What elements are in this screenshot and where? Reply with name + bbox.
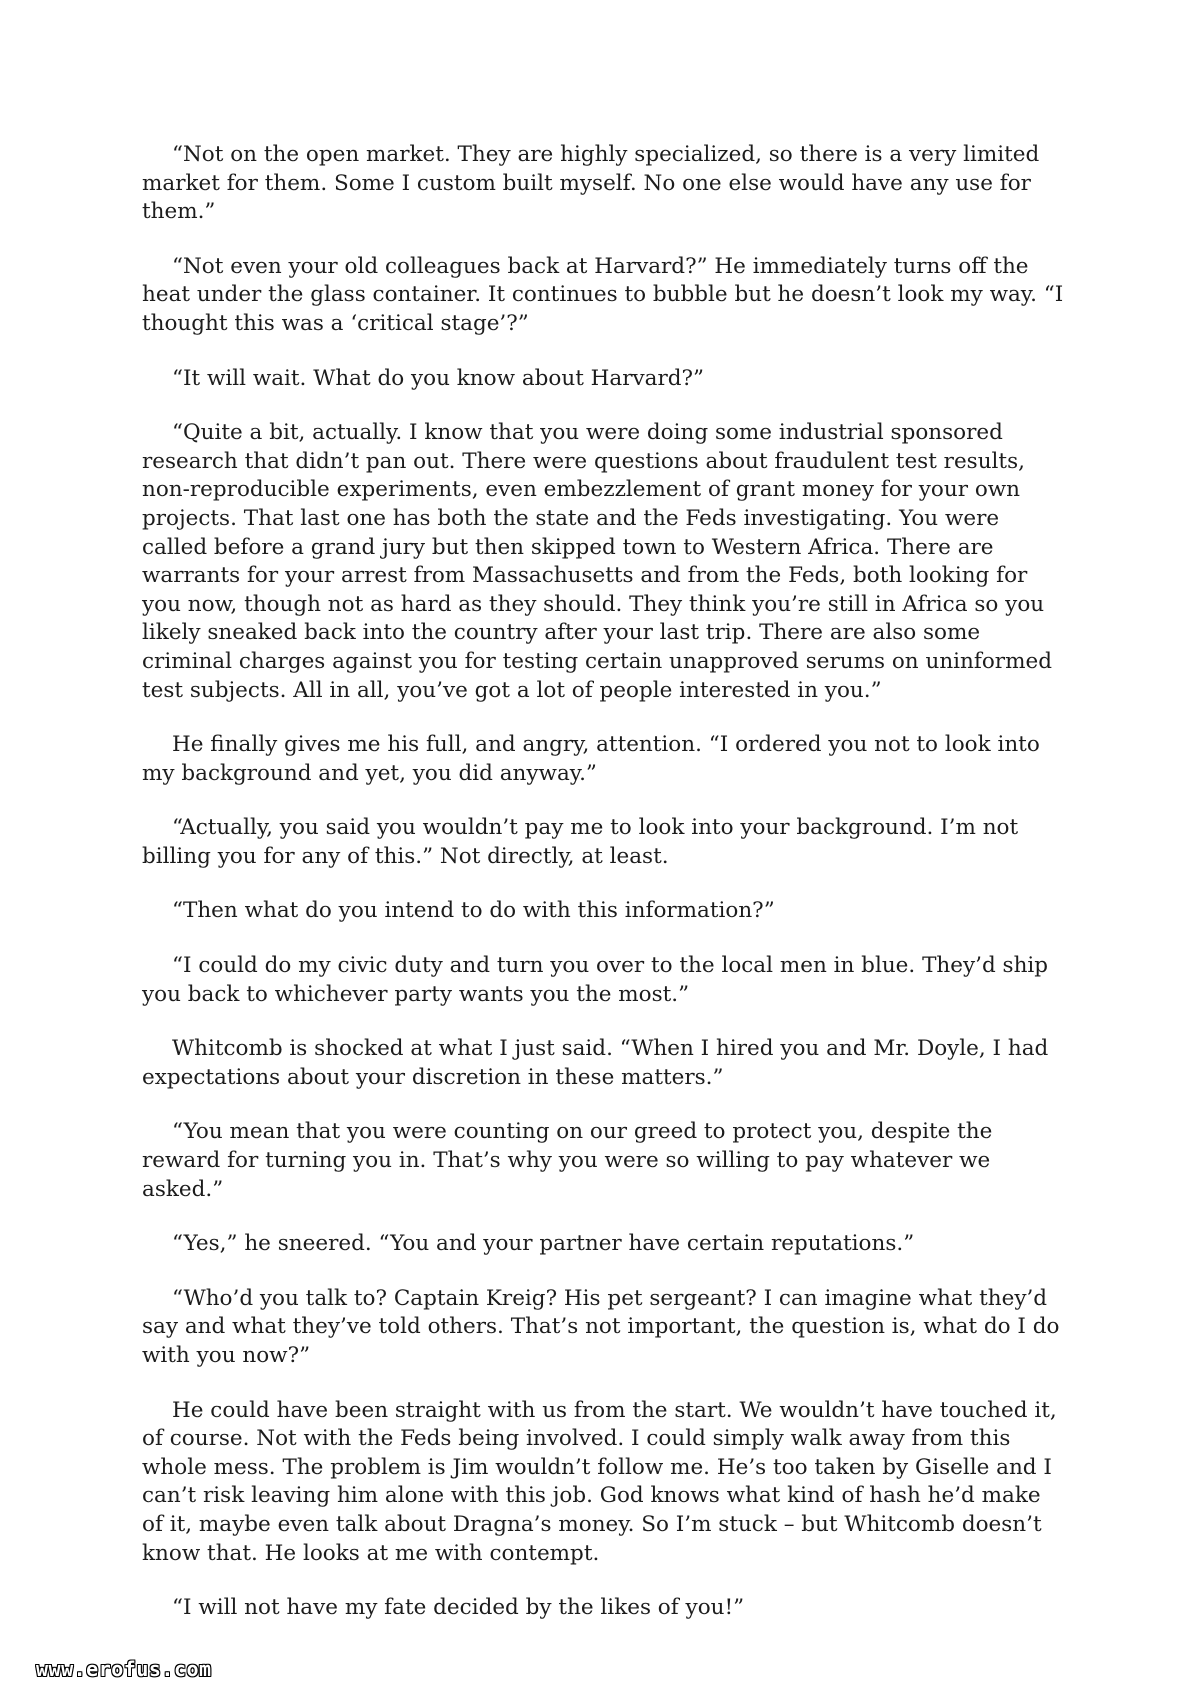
paragraph-9: Whitcomb is shocked at what I just said. “When I hired you and Mr. Doyle, I had expectations about your discretion in these matters.”: [142, 1036, 1049, 1090]
body-text: [142, 141, 1064, 1623]
paragraph-10: “You mean that you were counting on our greed to protect you, despite the reward for turning you in. That’s why you were so willing to pay whatever we asked.”: [142, 1119, 993, 1202]
paragraph-14: “I will not have my fate decided by the likes of you!”: [172, 1595, 745, 1621]
paragraph-6: “Actually, you said you wouldn’t pay me to look into your background. I’m not billing you for any of this.” Not directly, at least.: [142, 815, 1019, 869]
paragraph-8: “I could do my civic duty and turn you over to the local men in blue. They’d ship you back to whichever party wants you the most.”: [142, 953, 1049, 1007]
paragraph-4: “Quite a bit, actually. I know that you were doing some industrial sponsored research that didn’t pan out. There were questions about fraudulent test results, non-reproducible experiments, even embezzlement of grant money for your own projects. That last one has both the state and the Feds investigating. You were called before a grand jury but then skipped town to Western Africa. There are warrants for your arrest from Massachusetts and from the Feds, both looking for you now, though not as hard as they should. They think you’re still in Africa so you likely sneaked back into the country after your last trip. There are also some criminal charges against you for testing certain unapproved serums on uninformed test subjects. All in all, you’ve got a lot of people interested in you.”: [142, 420, 1052, 703]
paragraph-13: He could have been straight with us from the start. We wouldn’t have touched it, of course. Not with the Feds being involved. I could simply walk away from this whole mess. The problem is Jim wouldn’t follow me. He’s too taken by Giselle and I can’t risk leaving him alone with this job. God knows what kind of hash he’d make of it, maybe even talk about Dragna’s money. So I’m stuck – but Whitcomb doesn’t know that. He looks at me with contempt.: [142, 1397, 1057, 1566]
paragraph-3: “It will wait. What do you know about Harvard?”: [172, 365, 705, 391]
paragraph-1: “Not on the open market. They are highly specialized, so there is a very limited market for them. Some I custom built myself. No one else would have any use for them.”: [142, 142, 1040, 225]
paragraph-2: “Not even your old colleagues back at Harvard?” He immediately turns off the heat under the glass container. It continues to bubble but he doesn’t look my way. “I thought this was a ‘critical stage’?”: [142, 253, 1064, 336]
paragraph-12: “Who’d you talk to? Captain Kreig? His pet sergeant? I can imagine what they’d say and what they’ve told others. That’s not important, the question is, what do I do with you now?”: [142, 1285, 1060, 1368]
watermark-text: www.erofus.com: [36, 1657, 212, 1681]
paragraph-5: He finally gives me his full, and angry, attention. “I ordered you not to look into my background and yet, you did anyway.”: [142, 732, 1040, 786]
paragraph-7: “Then what do you intend to do with this information?”: [172, 898, 775, 924]
paragraph-11: “Yes,” he sneered. “You and your partner have certain reputations.”: [172, 1231, 915, 1257]
